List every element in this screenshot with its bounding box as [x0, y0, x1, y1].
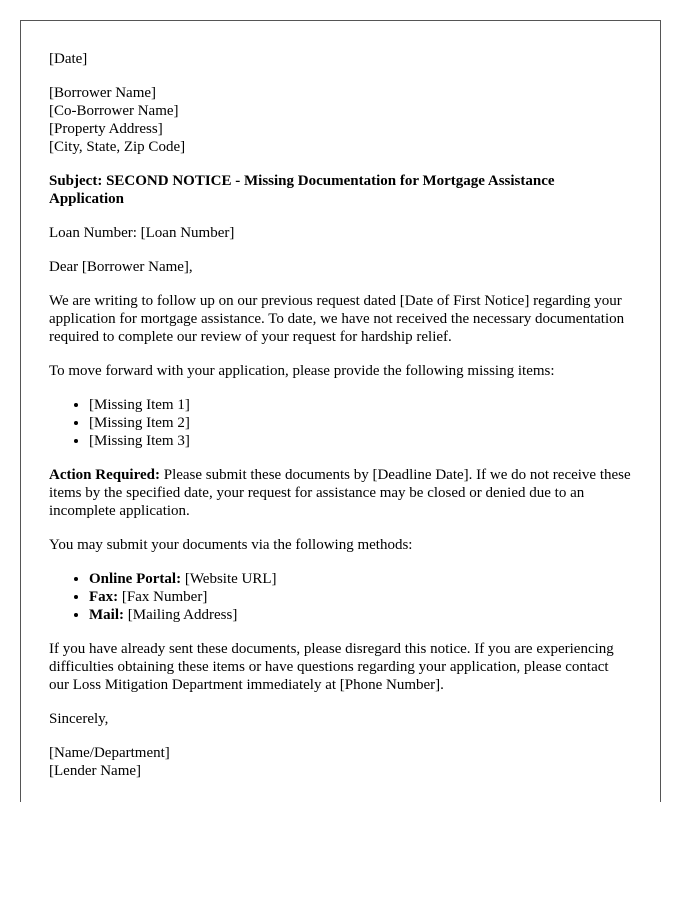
letter-date: [Date]: [49, 51, 88, 67]
methods-intro: You may submit your documents via the following methods:: [49, 537, 413, 553]
method-mail: [89, 606, 632, 624]
method-label: Online Portal:: [89, 571, 182, 587]
action-required-paragraph: [49, 466, 632, 520]
signature-lender-name: [Lender Name]: [49, 763, 142, 779]
signature-name-department: [Name/Department]: [49, 745, 170, 761]
letter-page: [20, 20, 661, 802]
missing-item: • [Missing Item 3]: [89, 432, 632, 450]
method-value: [Mailing Address]: [124, 607, 238, 623]
closing-paragraph: If you have already sent these documents, please disregard this notice. If you are experiencing difficulties obtaining these items or have questions regarding your application, please contact our Loss Mitigation Department immediately at [Phone Number].: [49, 641, 614, 693]
city-state-zip: [City, State, Zip Code]: [49, 139, 186, 155]
property-address: [Property Address]: [49, 121, 163, 137]
loan-number: Loan Number: [Loan Number]: [49, 225, 235, 241]
missing-items-intro: To move forward with your application, please provide the following missing items:: [49, 363, 555, 379]
sign-off: Sincerely,: [49, 711, 109, 727]
method-online-portal: [89, 570, 632, 588]
missing-item: • [Missing Item 2]: [89, 414, 632, 432]
missing-item: • [Missing Item 1]: [89, 396, 632, 414]
method-value: [Fax Number]: [118, 589, 208, 605]
method-value: [Website URL]: [181, 571, 277, 587]
action-required-label: Action Required:: [49, 467, 160, 483]
missing-items-list: [49, 396, 632, 450]
method-label: Mail:: [89, 607, 124, 623]
co-borrower-name: [Co-Borrower Name]: [49, 103, 179, 119]
subject-line: Subject: SECOND NOTICE - Missing Documentation for Mortgage Assistance Application: [49, 173, 555, 207]
action-required-text: Please submit these documents by [Deadline Date]. If we do not receive these items by the specified date, your request for assistance may be closed or denied due to an incomplete application.: [49, 467, 631, 519]
method-fax: [89, 588, 632, 606]
submission-methods-list: [49, 570, 632, 624]
signature-block: [49, 744, 632, 780]
recipient-address-block: [49, 84, 632, 156]
salutation: Dear [Borrower Name],: [49, 259, 193, 275]
method-label: Fax:: [89, 589, 119, 605]
intro-paragraph: We are writing to follow up on our previous request dated [Date of First Notice] regarding your application for mortgage assistance. To date, we have not received the necessary documentation required to complete our review of your request for hardship relief.: [49, 293, 625, 345]
borrower-name: [Borrower Name]: [49, 85, 157, 101]
